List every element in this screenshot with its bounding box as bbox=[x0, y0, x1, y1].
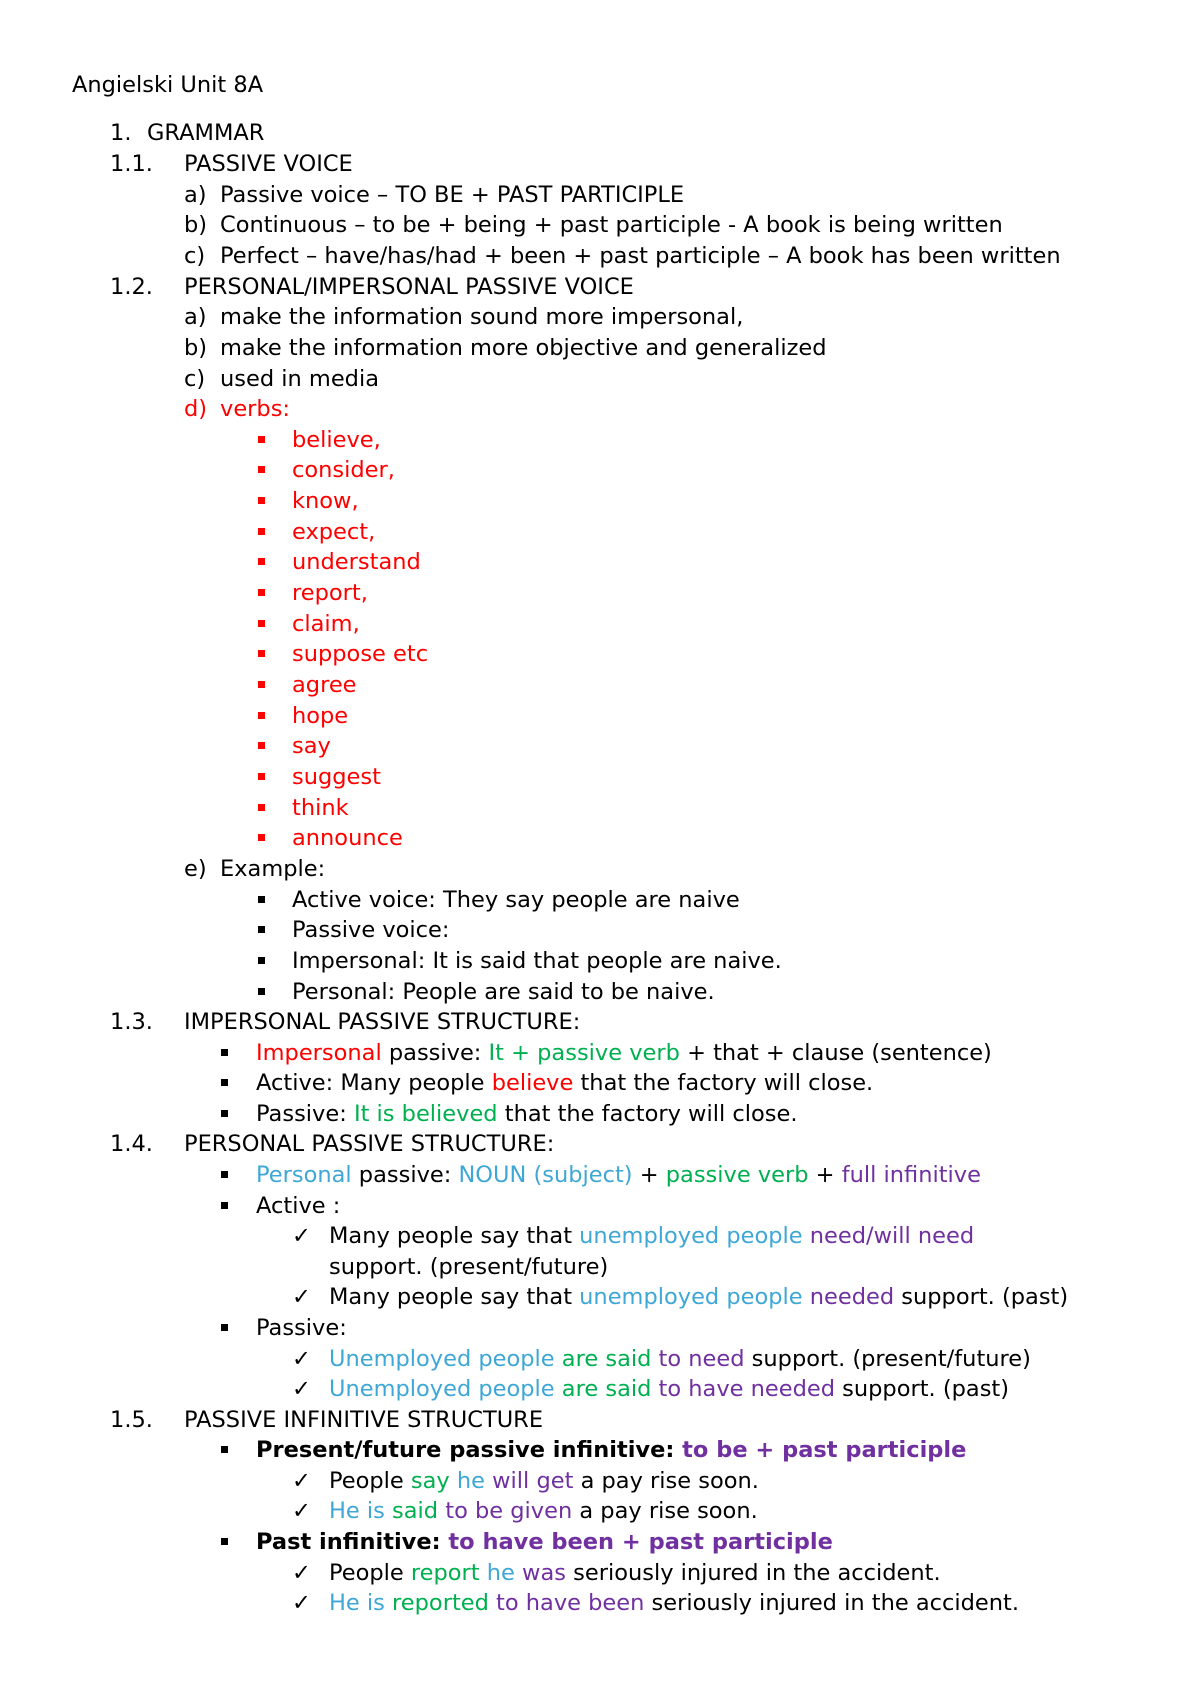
verb-item: expect, bbox=[292, 519, 376, 545]
text-run: Passive: bbox=[256, 1101, 354, 1127]
infinitive-phrase: to need bbox=[651, 1346, 745, 1372]
check-mark-icon: ✓ bbox=[292, 1376, 311, 1402]
present-example-2 bbox=[329, 1500, 758, 1523]
past-infinitive-rule bbox=[256, 1531, 833, 1554]
passive-verb: are said bbox=[554, 1346, 652, 1372]
reporting-verb: say bbox=[410, 1468, 450, 1494]
text-run: a pay rise soon. bbox=[572, 1498, 758, 1524]
verb-item: understand bbox=[292, 549, 421, 575]
verb-item: believe, bbox=[292, 427, 381, 453]
text-run: Active: Many people bbox=[256, 1070, 492, 1096]
passive-verb-phrase: It + passive verb bbox=[488, 1040, 680, 1066]
verbs-label: verbs: bbox=[220, 396, 290, 422]
section-1-1-number: 1.1. bbox=[110, 151, 153, 177]
square-bullet-icon bbox=[258, 988, 265, 995]
verb-item: consider, bbox=[292, 457, 395, 483]
text-run: People bbox=[329, 1560, 411, 1586]
text-run: + that + clause (sentence) bbox=[679, 1040, 992, 1066]
square-bullet-icon bbox=[258, 466, 265, 473]
section-1-2-number: 1.2. bbox=[110, 274, 153, 300]
square-bullet-icon bbox=[258, 589, 265, 596]
section-1-4-heading: PERSONAL PASSIVE STRUCTURE: bbox=[184, 1131, 555, 1157]
text-run: that the factory will close. bbox=[573, 1070, 874, 1096]
check-mark-icon: ✓ bbox=[292, 1468, 311, 1494]
passive-verb: reported bbox=[384, 1590, 489, 1616]
verb-phrase: will get bbox=[485, 1468, 574, 1494]
verb-item: know, bbox=[292, 488, 359, 514]
verb-item: hope bbox=[292, 703, 349, 729]
example-line: Personal: People are said to be naive. bbox=[292, 979, 715, 1005]
square-bullet-icon bbox=[221, 1324, 228, 1331]
text-run: passive: bbox=[381, 1040, 489, 1066]
text-run: + bbox=[808, 1162, 842, 1188]
list-marker: a) bbox=[184, 304, 207, 330]
list-item: Passive voice – TO BE + PAST PARTICIPLE bbox=[220, 182, 685, 208]
check-mark-icon: ✓ bbox=[292, 1346, 311, 1372]
verb-item: suppose etc bbox=[292, 641, 429, 667]
square-bullet-icon bbox=[258, 834, 265, 841]
text-run: support. (present/future) bbox=[744, 1346, 1031, 1372]
past-example-2 bbox=[329, 1592, 1019, 1615]
text-run: People bbox=[329, 1468, 411, 1494]
square-bullet-icon bbox=[221, 1446, 228, 1453]
square-bullet-icon bbox=[258, 957, 265, 964]
passive-verb: said bbox=[384, 1498, 439, 1524]
list-marker: a) bbox=[184, 182, 207, 208]
verb-item: suggest bbox=[292, 764, 381, 790]
example-line: Impersonal: It is said that people are naive. bbox=[292, 948, 782, 974]
square-bullet-icon bbox=[221, 1079, 228, 1086]
infinitive-phrase: to have needed bbox=[651, 1376, 836, 1402]
infinitive-phrase: to have been bbox=[488, 1590, 645, 1616]
text-run: + bbox=[632, 1162, 666, 1188]
list-marker: e) bbox=[184, 856, 207, 882]
subject-phrase: unemployed people bbox=[579, 1284, 803, 1310]
check-mark-icon: ✓ bbox=[292, 1560, 311, 1586]
active-label: Active : bbox=[256, 1193, 341, 1219]
text-run: that the factory will close. bbox=[497, 1101, 798, 1127]
section-1-2-heading: PERSONAL/IMPERSONAL PASSIVE VOICE bbox=[184, 274, 634, 300]
square-bullet-icon bbox=[221, 1110, 228, 1117]
impersonal-passive-example bbox=[256, 1103, 797, 1126]
example-line: Passive voice: bbox=[292, 917, 450, 943]
verb-phrase: was bbox=[514, 1560, 566, 1586]
text-run: passive: bbox=[351, 1162, 459, 1188]
noun-subject: NOUN (subject) bbox=[458, 1162, 633, 1188]
personal-word: Personal bbox=[256, 1162, 352, 1188]
subject-phrase: He is bbox=[329, 1498, 385, 1524]
rule-label: Present/future passive infinitive: bbox=[256, 1437, 683, 1463]
verb-item: report, bbox=[292, 580, 368, 606]
impersonal-formula bbox=[256, 1042, 992, 1065]
infinitive-phrase: to be given bbox=[438, 1498, 573, 1524]
square-bullet-icon bbox=[258, 681, 265, 688]
active-example-1-cont: support. (present/future) bbox=[329, 1254, 609, 1280]
grammar-number: 1. bbox=[110, 120, 132, 146]
verb-item: claim, bbox=[292, 611, 360, 637]
square-bullet-icon bbox=[258, 804, 265, 811]
square-bullet-icon bbox=[258, 712, 265, 719]
square-bullet-icon bbox=[221, 1171, 228, 1178]
text-run: seriously injured in the accident. bbox=[644, 1590, 1019, 1616]
check-mark-icon: ✓ bbox=[292, 1498, 311, 1524]
square-bullet-icon bbox=[258, 742, 265, 749]
verb-item: say bbox=[292, 733, 331, 759]
active-example-2 bbox=[329, 1286, 1068, 1309]
subject-phrase: unemployed people bbox=[579, 1223, 803, 1249]
list-item: Continuous – to be + being + past participle - A book is being written bbox=[220, 212, 1003, 238]
square-bullet-icon bbox=[258, 528, 265, 535]
rule-label: Past infinitive: bbox=[256, 1529, 449, 1555]
section-1-5-heading: PASSIVE INFINITIVE STRUCTURE bbox=[184, 1407, 544, 1433]
text-run: Many people say that bbox=[329, 1223, 580, 1249]
active-example-1 bbox=[329, 1225, 974, 1248]
list-marker: b) bbox=[184, 212, 208, 238]
verb-phrase: need/will need bbox=[802, 1223, 975, 1249]
verb-item: announce bbox=[292, 825, 403, 851]
subject-word: he bbox=[449, 1468, 485, 1494]
highlight-phrase: It is believed bbox=[353, 1101, 498, 1127]
text-run: Many people say that bbox=[329, 1284, 580, 1310]
square-bullet-icon bbox=[221, 1202, 228, 1209]
passive-verb: passive verb bbox=[665, 1162, 809, 1188]
subject-word: he bbox=[479, 1560, 515, 1586]
present-example-1 bbox=[329, 1470, 759, 1493]
text-run: support. (past) bbox=[835, 1376, 1010, 1402]
past-example-1 bbox=[329, 1562, 941, 1585]
square-bullet-icon bbox=[258, 436, 265, 443]
square-bullet-icon bbox=[258, 650, 265, 657]
square-bullet-icon bbox=[258, 558, 265, 565]
subject-phrase: Unemployed people bbox=[329, 1376, 555, 1402]
list-item: Perfect – have/has/had + been + past participle – A book has been written bbox=[220, 243, 1061, 269]
square-bullet-icon bbox=[258, 497, 265, 504]
present-infinitive-rule bbox=[256, 1439, 966, 1462]
section-1-3-number: 1.3. bbox=[110, 1009, 153, 1035]
passive-example-2 bbox=[329, 1378, 1009, 1401]
square-bullet-icon bbox=[258, 620, 265, 627]
list-marker: c) bbox=[184, 366, 206, 392]
verb-phrase: needed bbox=[802, 1284, 895, 1310]
verb-item: agree bbox=[292, 672, 357, 698]
impersonal-active-example bbox=[256, 1072, 873, 1095]
verb-item: think bbox=[292, 795, 349, 821]
square-bullet-icon bbox=[258, 896, 265, 903]
passive-label: Passive: bbox=[256, 1315, 347, 1341]
highlight-verb: believe bbox=[491, 1070, 574, 1096]
list-marker: b) bbox=[184, 335, 208, 361]
square-bullet-icon bbox=[258, 926, 265, 933]
impersonal-word: Impersonal bbox=[256, 1040, 382, 1066]
section-1-1-heading: PASSIVE VOICE bbox=[184, 151, 353, 177]
section-1-4-number: 1.4. bbox=[110, 1131, 153, 1157]
example-line: Active voice: They say people are naive bbox=[292, 887, 740, 913]
text-run: seriously injured in the accident. bbox=[565, 1560, 941, 1586]
personal-formula bbox=[256, 1164, 981, 1187]
check-mark-icon: ✓ bbox=[292, 1223, 311, 1249]
list-item: make the information sound more impersonal, bbox=[220, 304, 744, 330]
section-1-5-number: 1.5. bbox=[110, 1407, 153, 1433]
full-infinitive: full infinitive bbox=[841, 1162, 981, 1188]
example-label: Example: bbox=[220, 856, 326, 882]
list-item: make the information more objective and generalized bbox=[220, 335, 827, 361]
passive-verb: are said bbox=[554, 1376, 652, 1402]
list-item: used in media bbox=[220, 366, 380, 392]
square-bullet-icon bbox=[221, 1049, 228, 1056]
subject-phrase: He is bbox=[329, 1590, 385, 1616]
passive-example-1 bbox=[329, 1348, 1031, 1371]
section-1-3-heading: IMPERSONAL PASSIVE STRUCTURE: bbox=[184, 1009, 581, 1035]
list-marker: c) bbox=[184, 243, 206, 269]
rule-formula: to have been + past participle bbox=[448, 1529, 833, 1555]
text-run: support. (past) bbox=[894, 1284, 1069, 1310]
check-mark-icon: ✓ bbox=[292, 1284, 311, 1310]
grammar-heading: GRAMMAR bbox=[147, 120, 265, 146]
rule-formula: to be + past participle bbox=[682, 1437, 967, 1463]
document-title: Angielski Unit 8A bbox=[72, 72, 264, 98]
square-bullet-icon bbox=[258, 773, 265, 780]
check-mark-icon: ✓ bbox=[292, 1590, 311, 1616]
reporting-verb: report bbox=[410, 1560, 480, 1586]
text-run: a pay rise soon. bbox=[573, 1468, 759, 1494]
list-marker: d) bbox=[184, 396, 208, 422]
subject-phrase: Unemployed people bbox=[329, 1346, 555, 1372]
square-bullet-icon bbox=[221, 1538, 228, 1545]
